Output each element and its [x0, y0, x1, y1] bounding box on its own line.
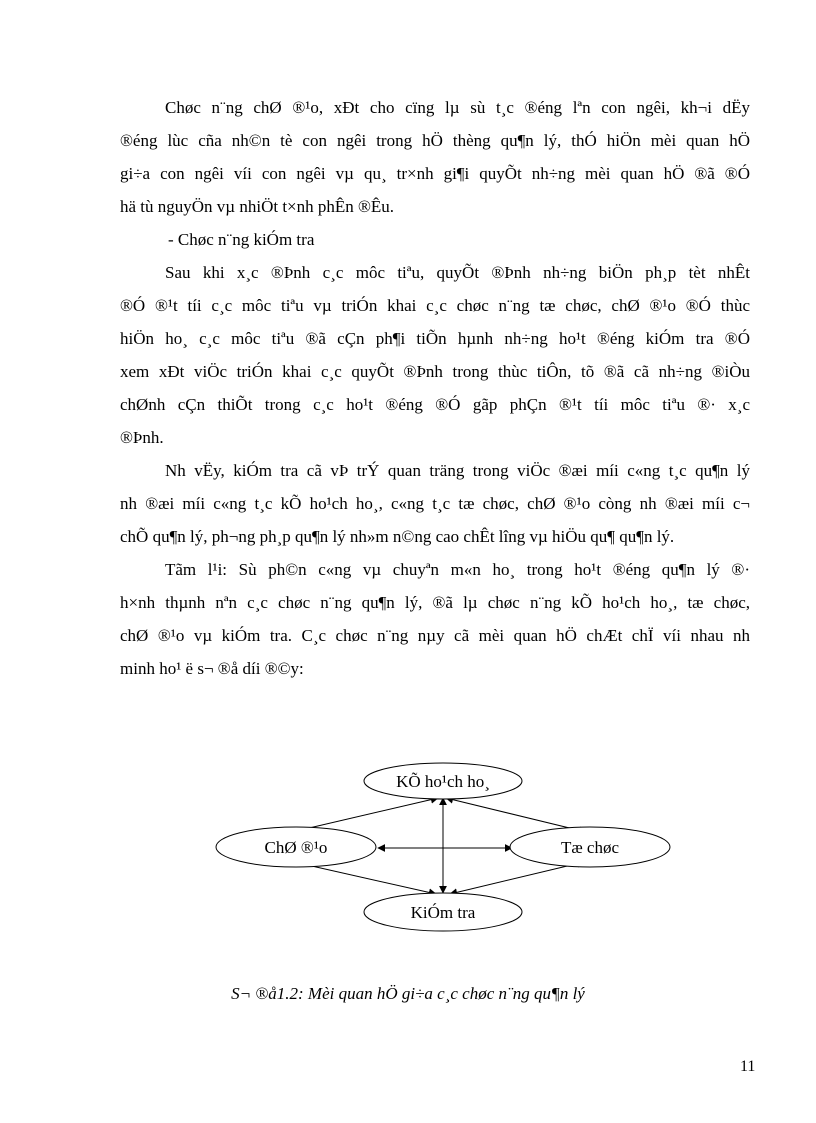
node-control-label: KiÓm tra	[410, 903, 476, 922]
text-line: ®Þnh.	[120, 428, 164, 447]
text-line: minh ho¹ ë s¬ ®å díi ®©y:	[120, 659, 304, 678]
node-direct-label: ChØ ®¹o	[264, 838, 328, 857]
text-line: nh ®æi míi c«ng t¸c kÕ ho¹ch ho¸, c«ng t¸c tæ chøc, chØ ®¹o còng nh ®æi míi c¬	[120, 494, 750, 513]
text-line: ®éng lùc cña nh©n tè con ngêi trong hÖ thèng qu¶n lý, thÓ hiÖn mèi quan hÖ	[120, 131, 750, 150]
node-organize-label: Tæ chøc	[560, 838, 620, 857]
text-line: gi÷a con ngêi víi con ngêi vµ qu¸ tr×nh gi¶i quyÕt nh÷ng mèi quan hÖ ®ã ®Ó	[120, 164, 750, 183]
figure-caption: S¬ ®å1.2: Mèi quan hÖ gi÷a c¸c chøc n¨ng qu¶n lý	[231, 984, 585, 1003]
edge-plan-direct	[292, 798, 438, 832]
edge-organize-control	[450, 862, 584, 894]
text-line: Sau khi x¸c ®Þnh c¸c môc tiªu, quyÕt ®Þnh nh÷ng biÖn ph¸p tèt nhÊt	[165, 263, 750, 282]
text-line: xem xÐt viÖc triÓn khai c¸c quyÕt ®Þnh trong thùc tiÔn, tõ ®ã cã nh÷ng ®iÒu	[120, 362, 750, 381]
text-line: hiÖn ho¸ c¸c môc tiªu ®ã cÇn ph¶i tiÕn hµnh nh÷ng ho¹t ®éng kiÓm tra ®Ó	[120, 329, 750, 348]
text-line: chØnh cÇn thiÕt trong c¸c ho¹t ®éng ®Ó gãp phÇn ®¹t tíi môc tiªu ®· x¸c	[120, 395, 750, 414]
text-line: Chøc n¨ng chØ ®¹o, xÐt cho cïng lµ sù t¸c ®éng lªn con ngêi, kh¬i dËy	[165, 98, 750, 117]
text-line: chØ ®¹o vµ kiÓm tra. C¸c chøc n¨ng nµy cã mèi quan hÖ chÆt chÏ víi nhau nh	[120, 626, 750, 645]
text-line: chÕ qu¶n lý, ph¬ng ph¸p qu¶n lý nh»m n©ng cao chÊt lîng vµ hiÖu qu¶ qu¶n lý.	[120, 527, 675, 546]
page-number: 11	[740, 1058, 756, 1075]
edge-plan-organize	[446, 798, 586, 832]
text-line: Nh vËy, kiÓm tra cã vÞ trÝ quan träng trong viÖc ®æi míi c«ng t¸c qu¶n lý	[165, 461, 750, 480]
text-line: h×nh thµnh nªn c¸c chøc n¨ng qu¶n lý, ®ã lµ chøc n¨ng kÕ ho¹ch ho¸, tæ chøc,	[120, 593, 750, 612]
section-heading: - Chøc n¨ng kiÓm tra	[168, 230, 315, 249]
text-line: ®Ó ®¹t tíi c¸c môc tiªu vµ triÓn khai c¸c chøc n¨ng tæ chøc, chØ ®¹o ®Ó thùc	[120, 296, 750, 315]
node-organize	[510, 827, 670, 867]
node-plan-label: KÕ ho¹ch ho¸	[396, 772, 490, 791]
node-direct	[216, 827, 376, 867]
node-plan	[364, 763, 522, 799]
node-control	[364, 893, 522, 931]
text-line: Tãm l¹i: Sù ph©n c«ng vµ chuyªn m«n ho¸ trong ho¹t ®éng qu¶n lý ®·	[165, 560, 750, 579]
text-line: hä tù nguyÖn vµ nhiÖt t×nh phÊn ®Êu.	[120, 197, 395, 216]
